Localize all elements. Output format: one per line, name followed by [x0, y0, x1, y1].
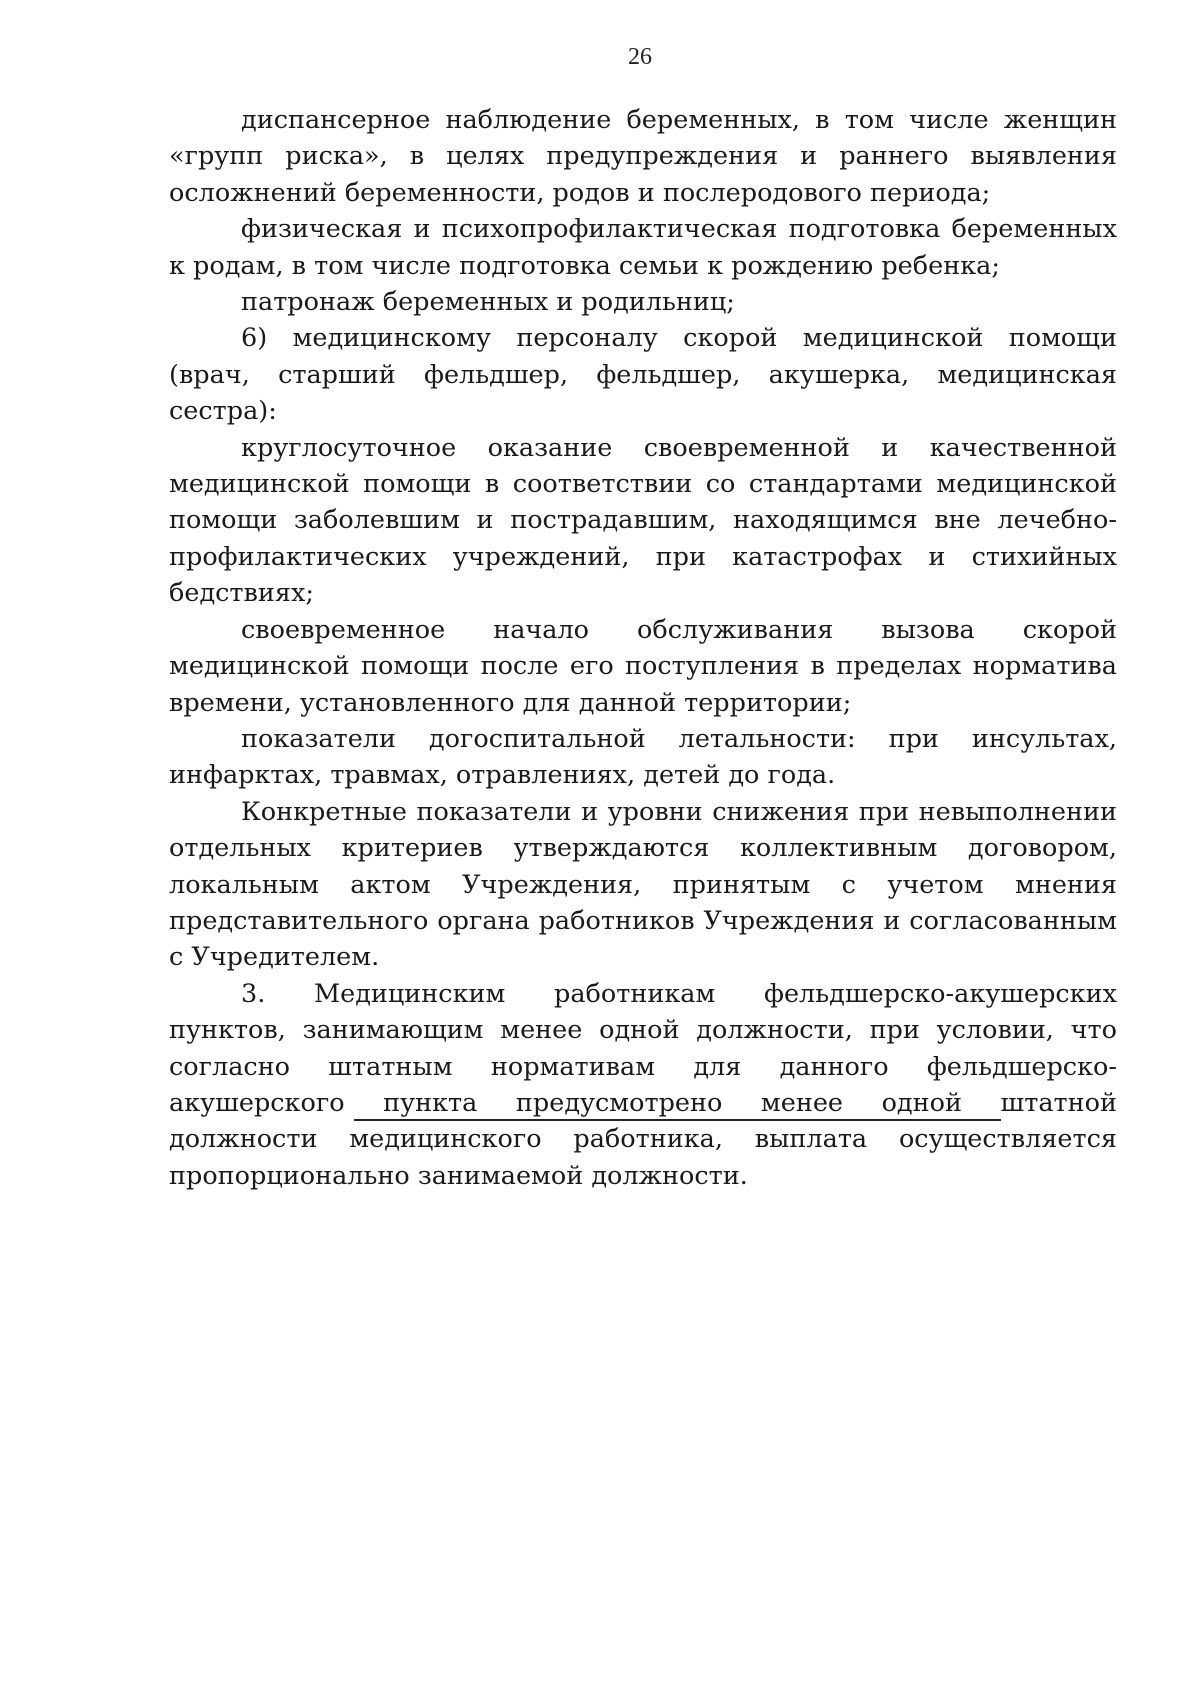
paragraph-specific-indicators: Конкретные показатели и уровни снижения при невыполнении отдельных критериев утверждаются коллективным договором, локальным актом Учреждения, принятым с учетом мнения представительного органа работников Учреждения и согласованным с Учредителем.	[169, 796, 1117, 973]
document-body	[169, 102, 1117, 1194]
paragraph-prehospital-mortality: показатели догоспитальной летальности: при инсультах, инфарктах, травмах, отравлениях, детей до года.	[169, 723, 1117, 791]
page-number: 26	[628, 44, 652, 70]
paragraph-section-3: 3. Медицинским работникам фельдшерско-акушерских пунктов, занимающим менее одной должности, при условии, что согласно штатным нормативам для данного фельдшерско-акушерского пункта предусмотрено менее одной штатной должности медицинского работника, выплата осуществляется пропорционально занимаемой должности.	[169, 978, 1117, 1191]
closing-rule	[354, 1119, 1001, 1121]
paragraph-timely-response: своевременное начало обслуживания вызова скорой медицинской помощи после его поступления в пределах норматива времени, установленного для данной территории;	[169, 614, 1117, 718]
paragraph-birth-preparation: физическая и психопрофилактическая подготовка беременных к родам, в том числе подготовка семьи к рождению ребенка;	[169, 214, 1117, 281]
paragraph-round-the-clock-care: круглосуточное оказание своевременной и качественной медицинской помощи в соответствии со стандартами медицинской помощи заболевшим и пострадавшим, находящимся вне лечебно-профилактических учреждений, при катастрофах и стихийных бедствиях;	[169, 432, 1117, 609]
paragraph-ambulance-staff: 6) медицинскому персоналу скорой медицинской помощи (врач, старший фельдшер, фельдшер, акушерка, медицинская сестра):	[169, 323, 1117, 427]
paragraph-prenatal-observation: диспансерное наблюдение беременных, в том числе женщин «групп риска», в целях предупреждения и раннего выявления осложнений беременности, родов и послеродового периода;	[169, 105, 1117, 208]
paragraph-patronage: патронаж беременных и родильниц;	[241, 287, 735, 318]
